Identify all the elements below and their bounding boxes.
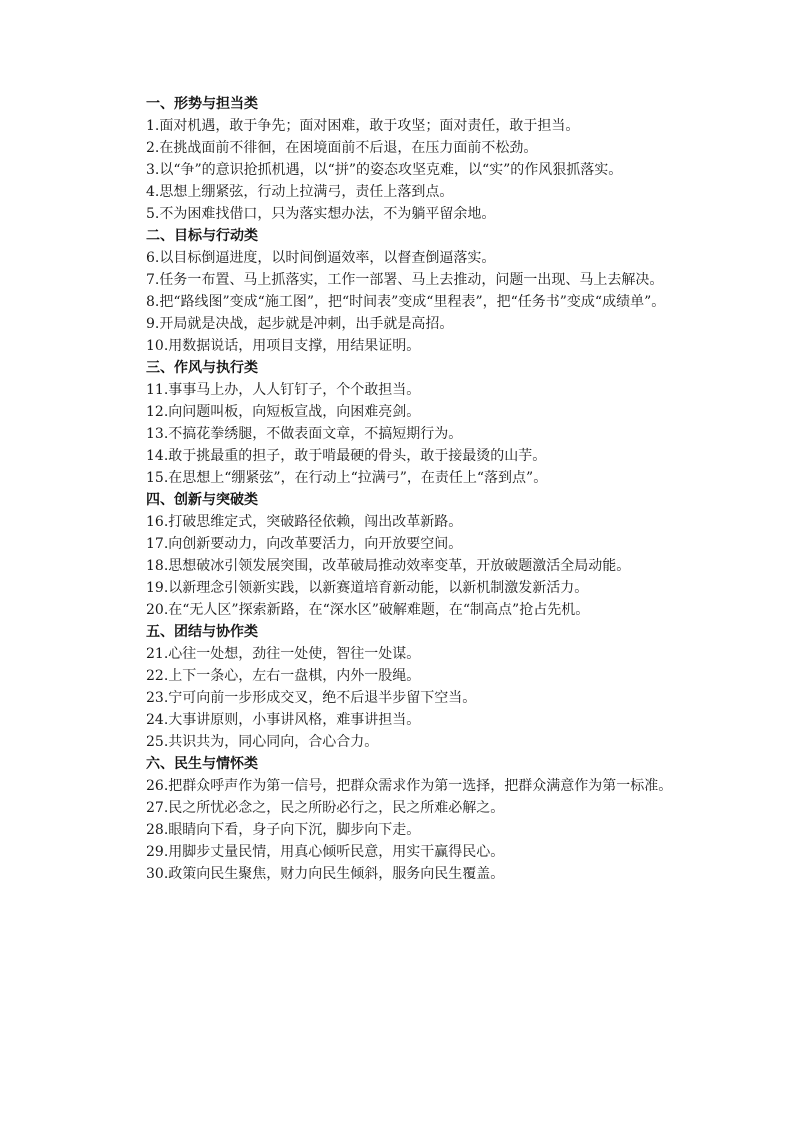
list-item: 6.以目标倒逼进度，以时间倒逼效率，以督查倒逼落实。: [146, 250, 496, 266]
section-livelihood-care: [118, 753, 678, 885]
section-heading: 六、民生与情怀类: [146, 756, 258, 772]
section-innovation-breakthrough: [118, 489, 678, 621]
list-item: 4.思想上绷紧弦，行动上拉满弓，责任上落到点。: [146, 184, 454, 200]
list-item: 22.上下一条心，左右一盘棋，内外一股绳。: [146, 668, 421, 684]
list-item: 8.把“路线图”变成“施工图”，把“时间表”变成“里程表”，把“任务书”变成“成绩单”。: [146, 294, 666, 310]
section-heading: 四、创新与突破类: [146, 492, 258, 508]
list-item: 28.眼睛向下看，身子向下沉，脚步向下走。: [146, 822, 421, 838]
section-situation-responsibility: [118, 93, 678, 225]
list-item: 15.在思想上“绷紧弦”，在行动上“拉满弓”，在责任上“落到点”。: [146, 470, 548, 486]
list-item: 25.共识共为，同心同向，合心合力。: [146, 734, 379, 750]
list-item: 7.任务一布置、马上抓落实，工作一部署、马上去推动，问题一出现、马上去解决。: [146, 272, 664, 288]
section-goal-action: [118, 225, 678, 357]
list-item: 9.开局就是决战，起步就是冲刺，出手就是高招。: [146, 316, 454, 332]
list-item: 3.以“争”的意识抢抓机遇，以“拼”的姿态攻坚克难，以“实”的作风狠抓落实。: [146, 162, 623, 178]
list-item: 21.心往一处想，劲往一处使，智往一处谋。: [146, 646, 421, 662]
list-item: 12.向问题叫板，向短板宣战，向困难亮剑。: [146, 404, 421, 420]
list-item: 16.打破思维定式，突破路径依赖，闯出改革新路。: [146, 514, 463, 530]
list-item: 19.以新理念引领新实践，以新赛道培育新动能，以新机制激发新活力。: [146, 580, 589, 596]
list-item: 11.事事马上办，人人钉钉子，个个敢担当。: [146, 382, 421, 398]
section-heading: 五、团结与协作类: [146, 624, 258, 640]
list-item: 20.在“无人区”探索新路，在“深水区”破解难题，在“制高点”抢占先机。: [146, 602, 590, 618]
section-heading: 二、目标与行动类: [146, 228, 258, 244]
list-item: 5.不为困难找借口，只为落实想办法，不为躺平留余地。: [146, 206, 496, 222]
section-heading: 一、形势与担当类: [146, 96, 258, 112]
section-heading: 三、作风与执行类: [146, 360, 258, 376]
list-item: 30.政策向民生聚焦，财力向民生倾斜，服务向民生覆盖。: [146, 866, 505, 882]
section-style-execution: [118, 357, 678, 489]
list-item: 2.在挑战面前不徘徊，在困境面前不后退，在压力面前不松劲。: [146, 140, 538, 156]
list-item: 18.思想破冰引领发展突围，改革破局推动效率变革，开放破题激活全局动能。: [146, 558, 631, 574]
list-item: 1.面对机遇，敢于争先；面对困难，敢于攻坚；面对责任，敢于担当。: [146, 118, 580, 134]
section-unity-collaboration: [118, 621, 678, 753]
list-item: 24.大事讲原则，小事讲风格，难事讲担当。: [146, 712, 421, 728]
list-item: 10.用数据说话，用项目支撑，用结果证明。: [146, 338, 421, 354]
list-item: 23.宁可向前一步形成交叉，绝不后退半步留下空当。: [146, 690, 477, 706]
list-item: 14.敢于挑最重的担子，敢于啃最硬的骨头，敢于接最烫的山芋。: [146, 448, 547, 464]
list-item: 26.把群众呼声作为第一信号，把群众需求作为第一选择，把群众满意作为第一标准。: [146, 778, 673, 794]
list-item: 17.向创新要动力，向改革要活力，向开放要空间。: [146, 536, 463, 552]
list-item: 29.用脚步丈量民情，用真心倾听民意，用实干赢得民心。: [146, 844, 505, 860]
list-item: 27.民之所忧必念之，民之所盼必行之，民之所难必解之。: [146, 800, 505, 816]
document-body: [118, 93, 678, 885]
list-item: 13.不搞花拳绣腿，不做表面文章，不搞短期行为。: [146, 426, 463, 442]
